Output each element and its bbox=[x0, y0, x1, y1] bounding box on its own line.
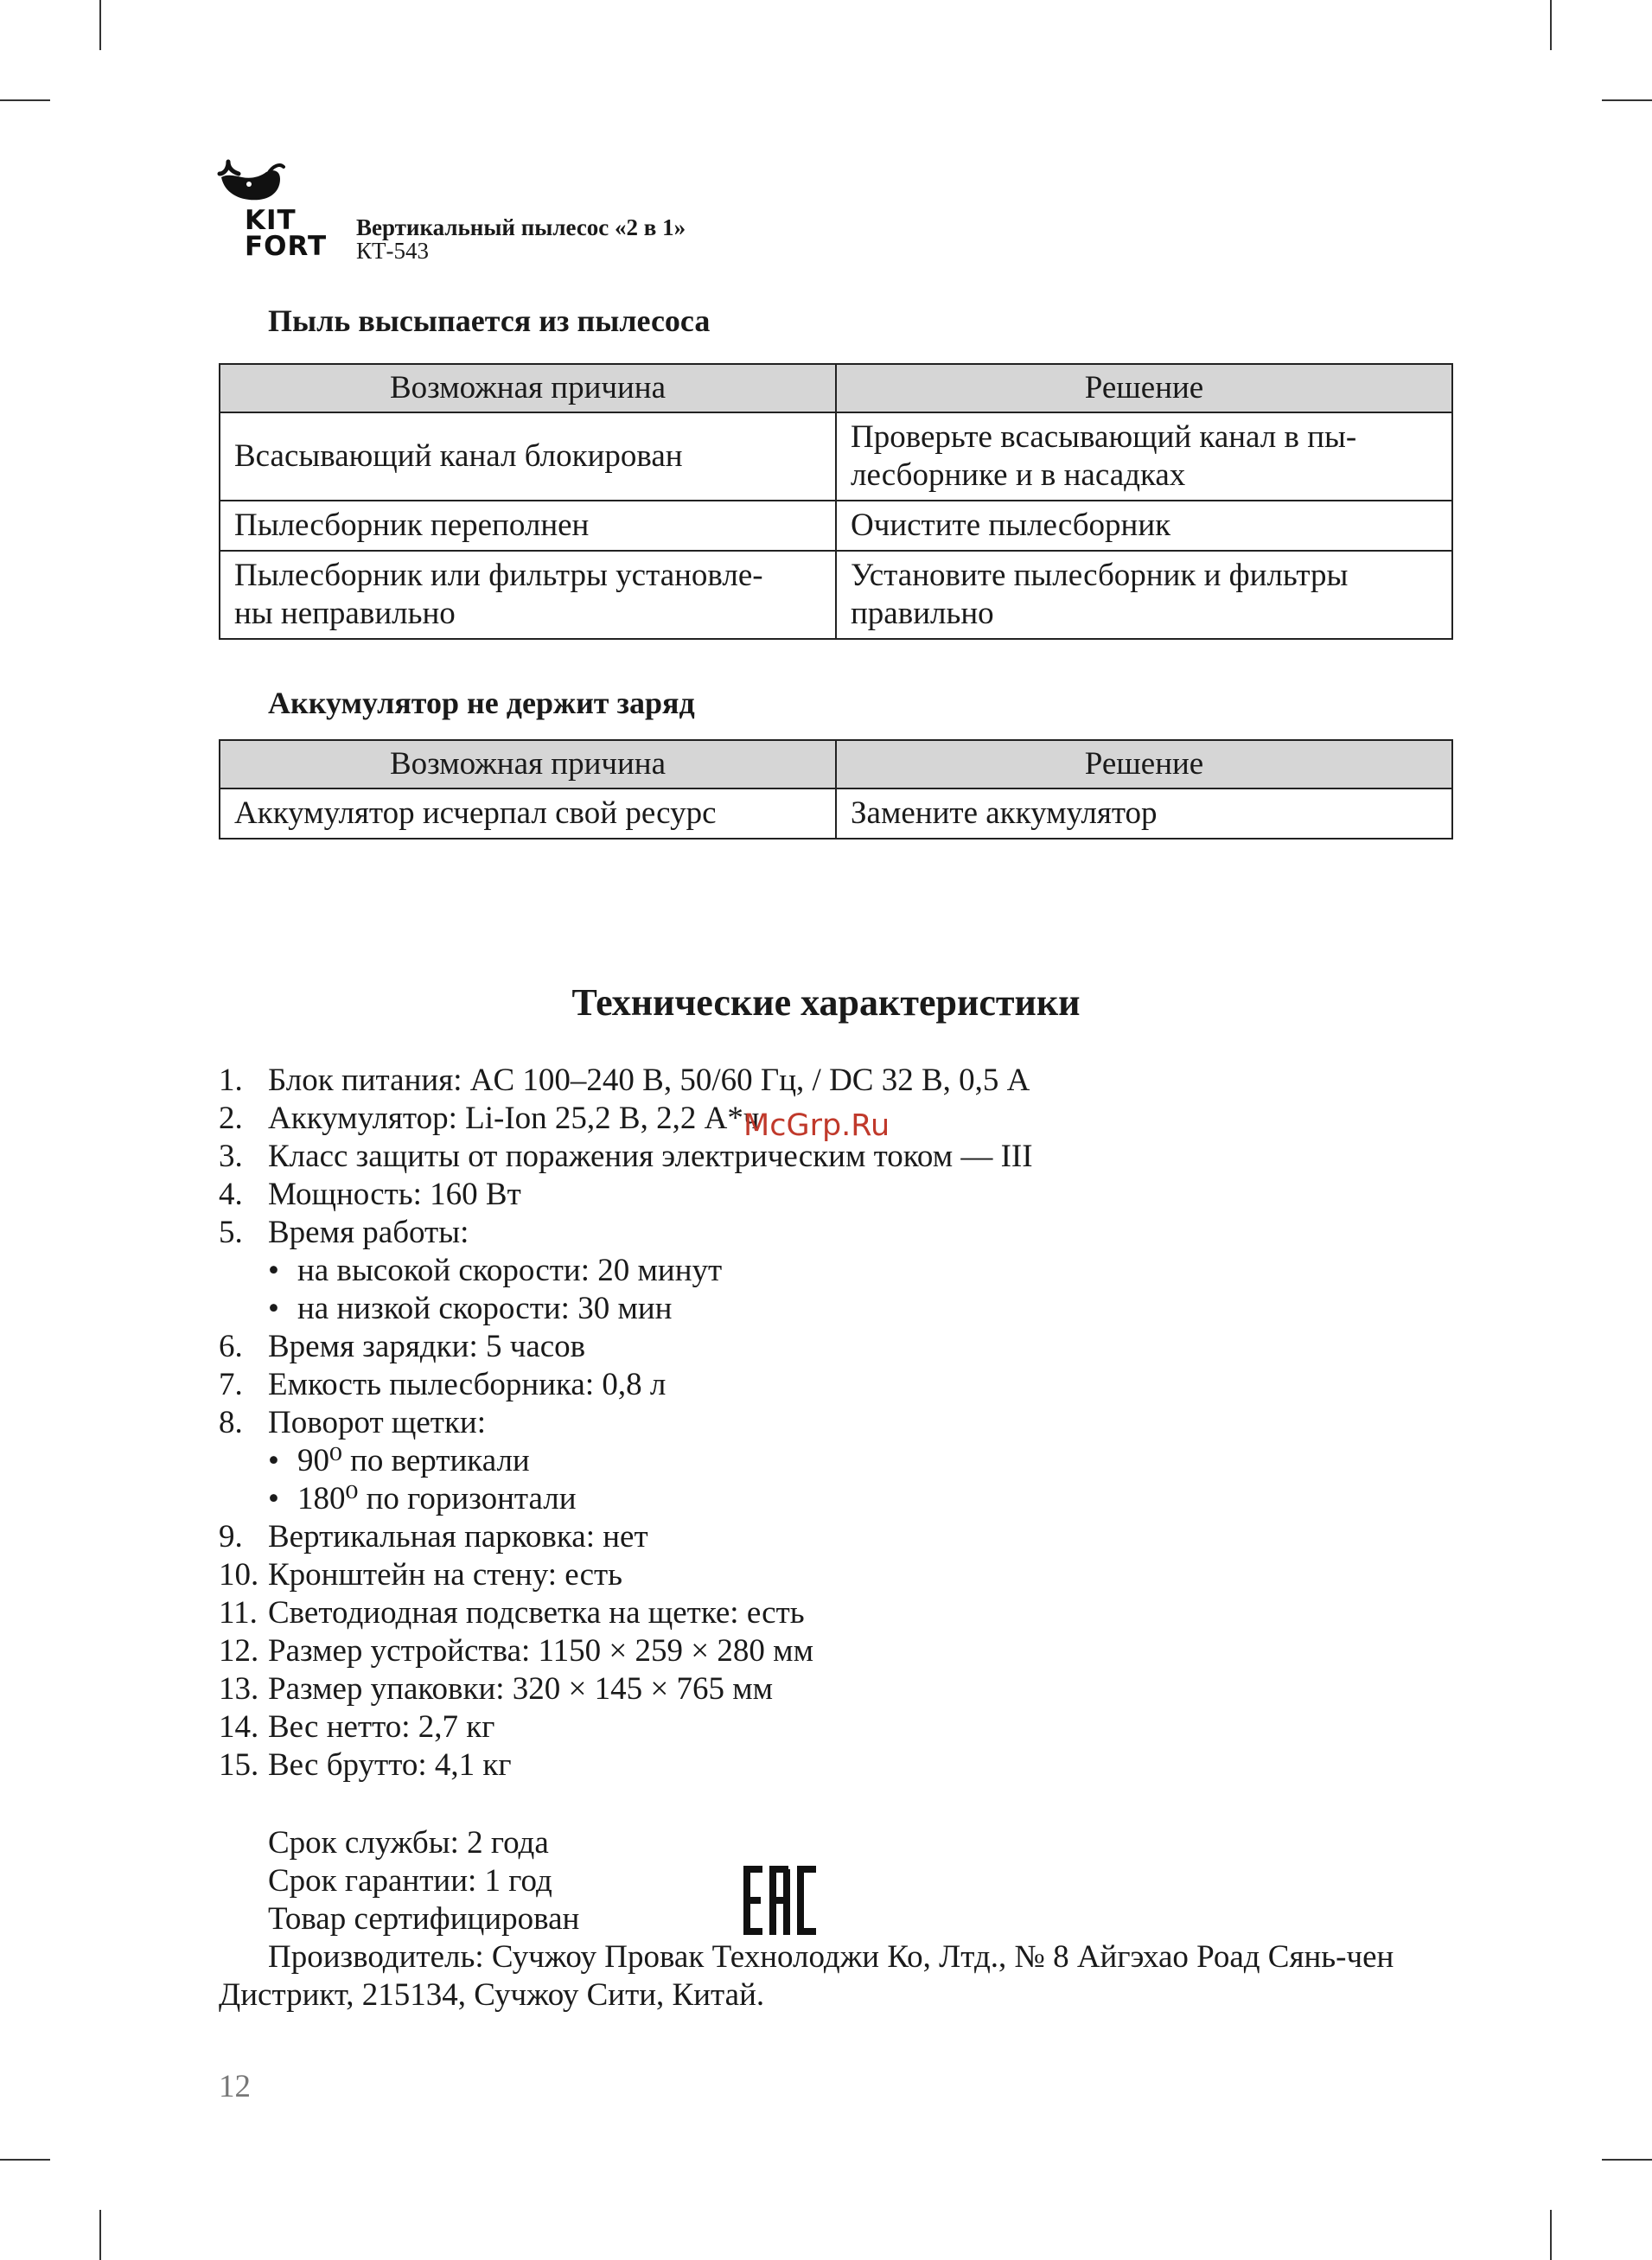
battery-section-title: Аккумулятор не держит заряд bbox=[268, 686, 695, 720]
spec-text: Вес брутто: 4,1 кг bbox=[268, 1747, 512, 1783]
table-row bbox=[220, 551, 1452, 639]
spec-item bbox=[219, 1404, 1472, 1442]
spec-text: Емкость пылесборника: 0,8 л bbox=[268, 1367, 667, 1402]
crop-mark bbox=[1550, 2210, 1552, 2260]
spec-sub-item-text: 180⁰ по горизонтали bbox=[297, 1481, 577, 1516]
spec-item bbox=[219, 1328, 1472, 1366]
spec-sub-item-text: на низкой скорости: 30 мин bbox=[297, 1291, 673, 1326]
spec-number: 5. bbox=[219, 1215, 243, 1250]
certification-note: Товар сертифицирован bbox=[268, 1901, 580, 1937]
battery-troubleshooting-table bbox=[219, 739, 1453, 840]
spec-number: 2. bbox=[219, 1101, 243, 1136]
spec-item bbox=[219, 1594, 1472, 1632]
spec-text: Размер устройства: 1150 × 259 × 280 мм bbox=[268, 1633, 813, 1669]
spec-number: 14. bbox=[219, 1709, 259, 1745]
warranty-period: Срок гарантии: 1 год bbox=[268, 1863, 552, 1899]
spec-text: Время зарядки: 5 часов bbox=[268, 1329, 586, 1364]
solution-cell: Замените аккумулятор bbox=[836, 788, 1452, 839]
spec-sub-item bbox=[219, 1480, 1472, 1518]
bullet-marker: • bbox=[268, 1253, 279, 1288]
dust-troubleshooting-table bbox=[219, 363, 1453, 640]
spec-text: Поворот щетки: bbox=[268, 1405, 487, 1440]
specs-list bbox=[219, 1062, 1472, 1784]
cause-cell: Пылесборник переполнен bbox=[220, 501, 836, 551]
table-row bbox=[220, 501, 1452, 551]
spec-text: Класс защиты от поражения электрическим током — III bbox=[268, 1139, 1033, 1174]
service-life: Срок службы: 2 года bbox=[268, 1825, 549, 1861]
spec-text: Размер упаковки: 320 × 145 × 765 мм bbox=[268, 1671, 774, 1707]
spec-number: 10. bbox=[219, 1557, 259, 1593]
watermark-text: McGrp.Ru bbox=[743, 1108, 890, 1143]
column-header-cause: Возможная причина bbox=[220, 740, 836, 788]
column-header-cause: Возможная причина bbox=[220, 364, 836, 412]
column-header-solution: Решение bbox=[836, 740, 1452, 788]
spec-number: 15. bbox=[219, 1747, 259, 1783]
crop-mark bbox=[1602, 2159, 1652, 2161]
cause-cell: Аккумулятор исчерпал свой ресурс bbox=[220, 788, 836, 839]
specs-heading: Технические характеристики bbox=[571, 981, 1081, 1024]
spec-sub-item-text: на высокой скорости: 20 минут bbox=[297, 1253, 723, 1288]
eac-mark bbox=[743, 1866, 818, 1939]
table-row bbox=[220, 412, 1452, 501]
spec-sub-item bbox=[219, 1252, 1472, 1290]
spec-item bbox=[219, 1670, 1472, 1708]
bullet-marker: • bbox=[268, 1481, 279, 1516]
whale-icon bbox=[216, 158, 285, 206]
spec-item bbox=[219, 1632, 1472, 1670]
table-row bbox=[220, 788, 1452, 839]
table-header-row bbox=[220, 364, 1452, 412]
spec-item bbox=[219, 1518, 1472, 1556]
spec-item bbox=[219, 1214, 1472, 1252]
footer-info bbox=[219, 1824, 1472, 2014]
spec-text: Кронштейн на стену: есть bbox=[268, 1557, 623, 1593]
spec-item bbox=[219, 1176, 1472, 1214]
spec-number: 3. bbox=[219, 1139, 243, 1174]
spec-sub-item bbox=[219, 1442, 1472, 1480]
product-title: Вертикальный пылесос «2 в 1» bbox=[356, 214, 686, 240]
bullet-marker: • bbox=[268, 1291, 279, 1326]
spec-number: 13. bbox=[219, 1671, 259, 1707]
product-model: КТ-543 bbox=[356, 238, 429, 264]
solution-cell: Проверьте всасывающий канал в пы- лесборнике и в насадках bbox=[836, 412, 1452, 501]
bullet-marker: • bbox=[268, 1443, 279, 1478]
spec-number: 9. bbox=[219, 1519, 243, 1555]
spec-item bbox=[219, 1746, 1472, 1784]
spec-item bbox=[219, 1062, 1472, 1100]
crop-mark bbox=[0, 2159, 50, 2161]
spec-item bbox=[219, 1708, 1472, 1746]
manufacturer-info: Производитель: Сучжоу Провак Технолоджи Ко, Лтд., № 8 Айгэхао Роад Сянь-чен Дистрикт, 215134, Сучжоу Сити, Китай. bbox=[219, 1939, 1394, 2013]
crop-mark bbox=[99, 2210, 101, 2260]
logo-text bbox=[245, 205, 328, 262]
spec-sub-item bbox=[219, 1290, 1472, 1328]
page-header bbox=[216, 158, 1081, 266]
crop-mark bbox=[0, 99, 50, 101]
spec-text: Блок питания: AC 100–240 В, 50/60 Гц, / DC 32 В, 0,5 А bbox=[268, 1063, 1030, 1098]
kitfort-logo bbox=[216, 158, 333, 266]
spec-text: Вертикальная парковка: нет bbox=[268, 1519, 648, 1555]
spec-text: Мощность: 160 Вт bbox=[268, 1177, 521, 1212]
eac-certification-icon bbox=[743, 1866, 818, 1935]
table-header-row bbox=[220, 740, 1452, 788]
spec-text: Вес нетто: 2,7 кг bbox=[268, 1709, 495, 1745]
dust-section-title: Пыль высыпается из пылесоса bbox=[268, 303, 711, 338]
spec-item bbox=[219, 1138, 1472, 1176]
cause-cell: Всасывающий канал блокирован bbox=[220, 412, 836, 501]
spec-number: 6. bbox=[219, 1329, 243, 1364]
logo-line-1: KIT bbox=[245, 205, 297, 236]
spec-number: 12. bbox=[219, 1633, 259, 1669]
spec-item bbox=[219, 1366, 1472, 1404]
spec-number: 11. bbox=[219, 1595, 258, 1631]
crop-mark bbox=[1602, 99, 1652, 101]
page-number: 12 bbox=[219, 2069, 251, 2104]
spec-text: Время работы: bbox=[268, 1215, 469, 1250]
spec-number: 8. bbox=[219, 1405, 243, 1440]
crop-mark bbox=[99, 0, 101, 50]
spec-text: Светодиодная подсветка на щетке: есть bbox=[268, 1595, 805, 1631]
spec-number: 7. bbox=[219, 1367, 243, 1402]
solution-cell: Очистите пылесборник bbox=[836, 501, 1452, 551]
cause-cell: Пылесборник или фильтры установле- ны неправильно bbox=[220, 551, 836, 639]
spec-text: Аккумулятор: Li-Ion 25,2 В, 2,2 А*ч bbox=[268, 1101, 760, 1136]
crop-mark bbox=[1550, 0, 1552, 50]
spec-item bbox=[219, 1556, 1472, 1594]
spec-number: 4. bbox=[219, 1177, 243, 1212]
spec-sub-item-text: 90⁰ по вертикали bbox=[297, 1443, 530, 1478]
spec-number: 1. bbox=[219, 1063, 243, 1098]
logo-line-2: FORT bbox=[245, 231, 328, 262]
solution-cell: Установите пылесборник и фильтры правильно bbox=[836, 551, 1452, 639]
column-header-solution: Решение bbox=[836, 364, 1452, 412]
